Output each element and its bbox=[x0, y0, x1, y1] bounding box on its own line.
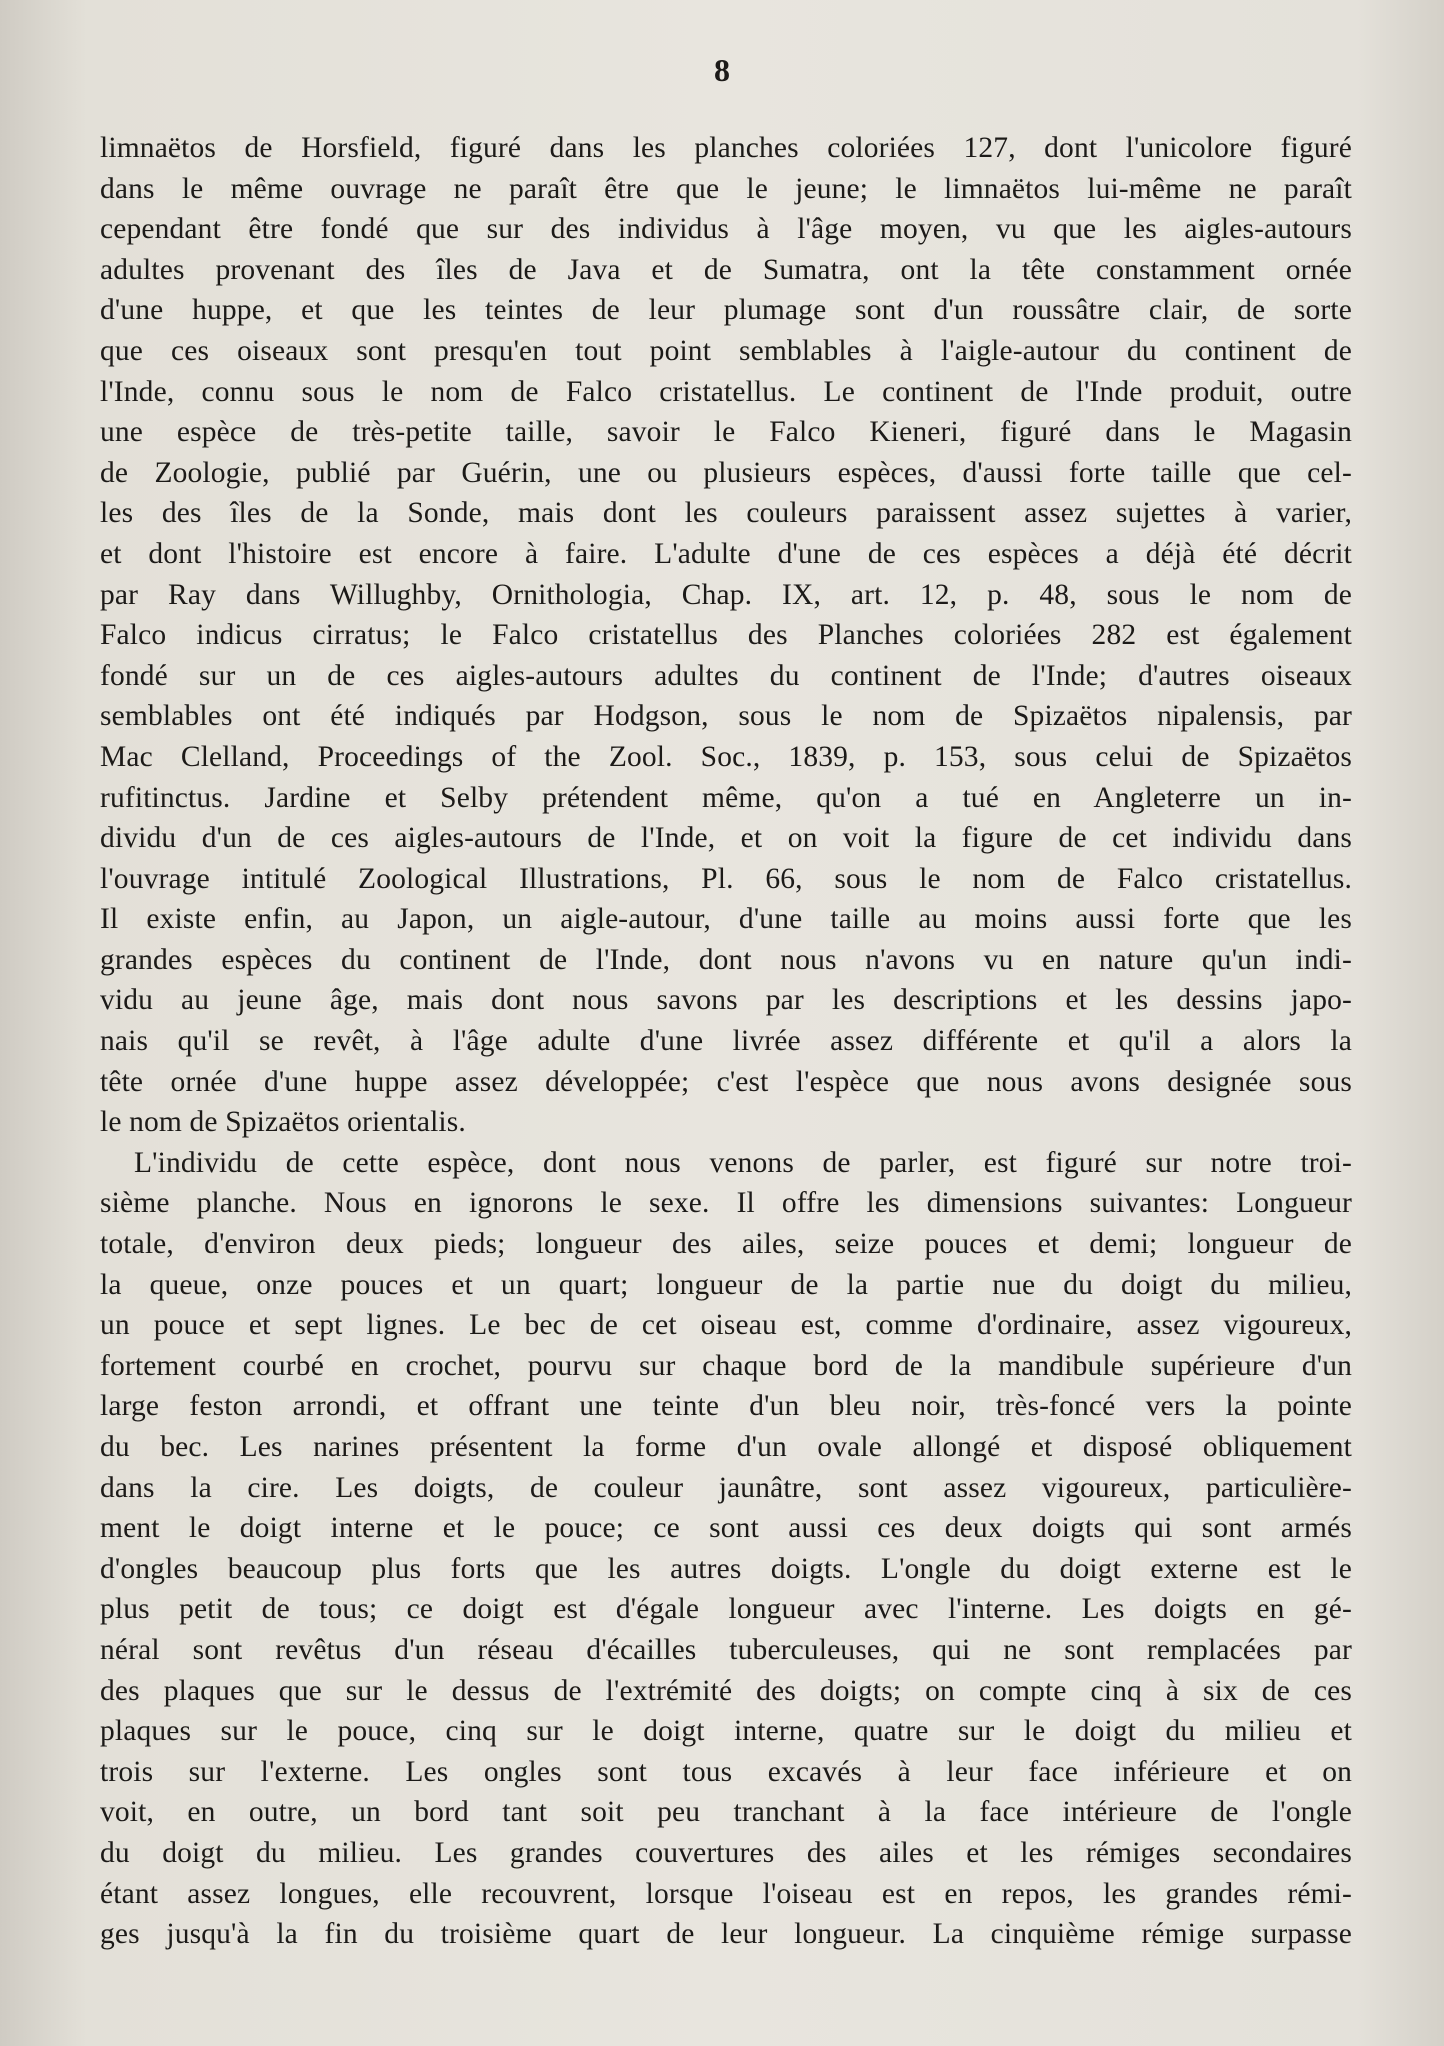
text-line: plaques sur le pouce, cinq sur le doigt interne, quatre sur le doigt du milieu et bbox=[100, 1715, 1352, 1748]
text-line: du doigt du milieu. Les grandes couvertures des ailes et les rémiges secondaires bbox=[100, 1836, 1352, 1869]
text-line: dans la cire. Les doigts, de couleur jaunâtre, sont assez vigoureux, particulière- bbox=[100, 1471, 1352, 1504]
text-line: une espèce de très-petite taille, savoir le Falco Kieneri, figuré dans le Magasin bbox=[100, 416, 1352, 449]
text-line: étant assez longues, elle recouvrent, lorsque l'oiseau est en repos, les grandes rémi- bbox=[100, 1877, 1352, 1910]
text-line: du bec. Les narines présentent la forme d'un ovale allongé et disposé obliquement bbox=[100, 1431, 1352, 1463]
text-line: Il existe enfin, au Japon, un aigle-autour, d'une taille au moins aussi forte que les bbox=[100, 903, 1352, 936]
text-line: que ces oiseaux sont presqu'en tout point semblables à l'aigle-autour du continent de bbox=[100, 334, 1352, 367]
text-line: semblables ont été indiqués par Hodgson, sous le nom de Spizaëtos nipalensis, par bbox=[100, 700, 1352, 733]
text-line: totale, d'environ deux pieds; longueur des ailes, seize pouces et demi; longueur de bbox=[100, 1228, 1352, 1261]
text-line: fondé sur un de ces aigles-autours adultes du continent de l'Inde; d'autres oiseaux bbox=[100, 659, 1352, 692]
text-line: un pouce et sept lignes. Le bec de cet oiseau est, comme d'ordinaire, assez vigoureux, bbox=[100, 1309, 1352, 1342]
text-line: le nom de Spizaëtos orientalis. bbox=[100, 1106, 466, 1139]
text-line: limnaëtos de Horsfield, figuré dans les planches coloriées 127, dont l'unicolore figuré bbox=[100, 132, 1352, 164]
text-line: voit, en outre, un bord tant soit peu tranchant à la face intérieure de l'ongle bbox=[100, 1796, 1352, 1829]
text-line: ment le doigt interne et le pouce; ce sont aussi ces deux doigts qui sont armés bbox=[100, 1512, 1352, 1545]
text-line: fortement courbé en crochet, pourvu sur chaque bord de la mandibule supérieure d'un bbox=[100, 1349, 1352, 1382]
text-line: trois sur l'externe. Les ongles sont tous excavés à leur face inférieure et on bbox=[100, 1755, 1352, 1788]
text-line: des plaques que sur le dessus de l'extrémité des doigts; on compte cinq à six de ces bbox=[100, 1674, 1352, 1707]
text-line: ges jusqu'à la fin du troisième quart de leur longueur. La cinquième rémige surpasse bbox=[100, 1918, 1352, 1951]
text-line: L'individu de cette espèce, dont nous venons de parler, est figuré sur notre troi- bbox=[134, 1146, 1352, 1179]
text-line: cependant être fondé que sur des individus à l'âge moyen, vu que les aigles-autours bbox=[100, 213, 1352, 246]
text-line: les des îles de la Sonde, mais dont les couleurs paraissent assez sujettes à varier, bbox=[100, 497, 1352, 530]
text-line: plus petit de tous; ce doigt est d'égale longueur avec l'interne. Les doigts en gé- bbox=[100, 1593, 1352, 1626]
text-line: l'Inde, connu sous le nom de Falco cristatellus. Le continent de l'Inde produit, outre bbox=[100, 375, 1352, 408]
paragraph bbox=[100, 1143, 1352, 1955]
text-line: adultes provenant des îles de Java et de Sumatra, ont la tête constamment ornée bbox=[100, 253, 1352, 286]
text-line: d'une huppe, et que les teintes de leur plumage sont d'un roussâtre clair, de sorte bbox=[100, 294, 1352, 327]
text-line: grandes espèces du continent de l'Inde, dont nous n'avons vu en nature qu'un indi- bbox=[100, 943, 1352, 976]
text-line: dans le même ouvrage ne paraît être que le jeune; le limnaëtos lui-même ne paraît bbox=[100, 172, 1352, 205]
page-number: 8 bbox=[714, 52, 730, 88]
text-line: Falco indicus cirratus; le Falco cristatellus des Planches coloriées 282 est également bbox=[100, 619, 1352, 652]
text-line: large feston arrondi, et offrant une teinte d'un bleu noir, très-foncé vers la pointe bbox=[100, 1390, 1352, 1423]
text-line: et dont l'histoire est encore à faire. L'adulte d'une de ces espèces a déjà été décrit bbox=[100, 537, 1352, 570]
text-line: vidu au jeune âge, mais dont nous savons par les descriptions et les dessins japo- bbox=[100, 984, 1352, 1017]
text-line: tête ornée d'une huppe assez développée; c'est l'espèce que nous avons designée sous bbox=[100, 1065, 1352, 1098]
text-line: d'ongles beaucoup plus forts que les autres doigts. L'ongle du doigt externe est le bbox=[100, 1552, 1352, 1585]
text-line: l'ouvrage intitulé Zoological Illustrations, Pl. 66, sous le nom de Falco cristatellus. bbox=[100, 862, 1352, 895]
text-line: par Ray dans Willughby, Ornithologia, Chap. IX, art. 12, p. 48, sous le nom de bbox=[100, 578, 1352, 611]
text-line: sième planche. Nous en ignorons le sexe. Il offre les dimensions suivantes: Longueur bbox=[100, 1187, 1352, 1220]
text-line: la queue, onze pouces et un quart; longueur de la partie nue du doigt du milieu, bbox=[100, 1268, 1352, 1301]
body-text bbox=[100, 128, 1352, 1955]
text-line: néral sont revêtus d'un réseau d'écailles tuberculeuses, qui ne sont remplacées par bbox=[100, 1633, 1352, 1666]
text-line: de Zoologie, publié par Guérin, une ou plusieurs espèces, d'aussi forte taille que cel- bbox=[100, 456, 1352, 489]
text-line: rufitinctus. Jardine et Selby prétendent même, qu'on a tué en Angleterre un in- bbox=[100, 781, 1352, 814]
text-line: nais qu'il se revêt, à l'âge adulte d'une livrée assez différente et qu'il a alors la bbox=[100, 1025, 1352, 1058]
text-line: Mac Clelland, Proceedings of the Zool. Soc., 1839, p. 153, sous celui de Spizaëtos bbox=[100, 740, 1352, 773]
paragraph bbox=[100, 128, 1352, 1143]
text-line: dividu d'un de ces aigles-autours de l'Inde, et on voit la figure de cet individu dans bbox=[100, 822, 1352, 855]
